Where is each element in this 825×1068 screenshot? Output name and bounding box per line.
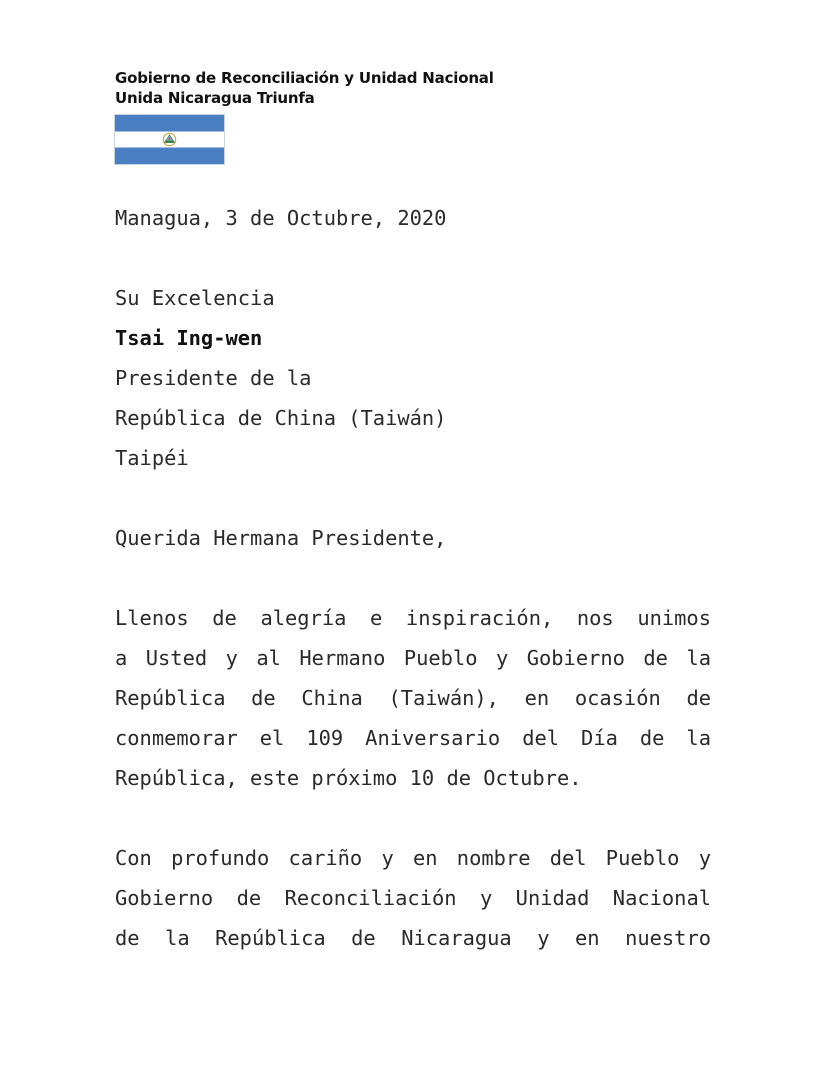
recipient-position-2: República de China (Taiwán)	[115, 406, 447, 430]
letterhead-line-2: Unida Nicaragua Triunfa	[115, 89, 315, 107]
letterhead	[115, 68, 494, 108]
spacer	[115, 798, 711, 838]
spacer	[115, 238, 711, 278]
letter-body	[115, 198, 711, 958]
paragraph-1-line: a Usted y al Hermano Pueblo y Gobierno de la	[115, 646, 711, 670]
spacer	[115, 478, 711, 518]
letterhead-line-1: Gobierno de Reconciliación y Unidad Nacional	[115, 69, 494, 87]
paragraph-1-line: República de China (Taiwán), en ocasión de	[115, 686, 711, 710]
recipient-position-1: Presidente de la	[115, 366, 312, 390]
paragraph-1-line: Llenos de alegría e inspiración, nos unimos	[115, 606, 711, 630]
paragraph-1-line: conmemorar el 109 Aniversario del Día de la	[115, 726, 711, 750]
paragraph-2	[115, 838, 711, 958]
paragraph-2-line: Gobierno de Reconciliación y Unidad Nacional	[115, 886, 711, 910]
letter-date: Managua, 3 de Octubre, 2020	[115, 206, 447, 230]
letter-greeting: Querida Hermana Presidente,	[115, 526, 447, 550]
paragraph-1	[115, 598, 711, 798]
paragraph-2-line: Con profundo cariño y en nombre del Pueblo y	[115, 846, 711, 870]
recipient-city: Taipéi	[115, 446, 189, 470]
recipient-name: Tsai Ing-wen	[115, 326, 263, 350]
paragraph-2-line: de la República de Nicaragua y en nuestro	[115, 926, 711, 950]
spacer	[115, 558, 711, 598]
recipient-title: Su Excelencia	[115, 286, 275, 310]
nicaragua-flag-icon	[114, 114, 225, 165]
paragraph-1-line: República, este próximo 10 de Octubre.	[115, 766, 582, 790]
